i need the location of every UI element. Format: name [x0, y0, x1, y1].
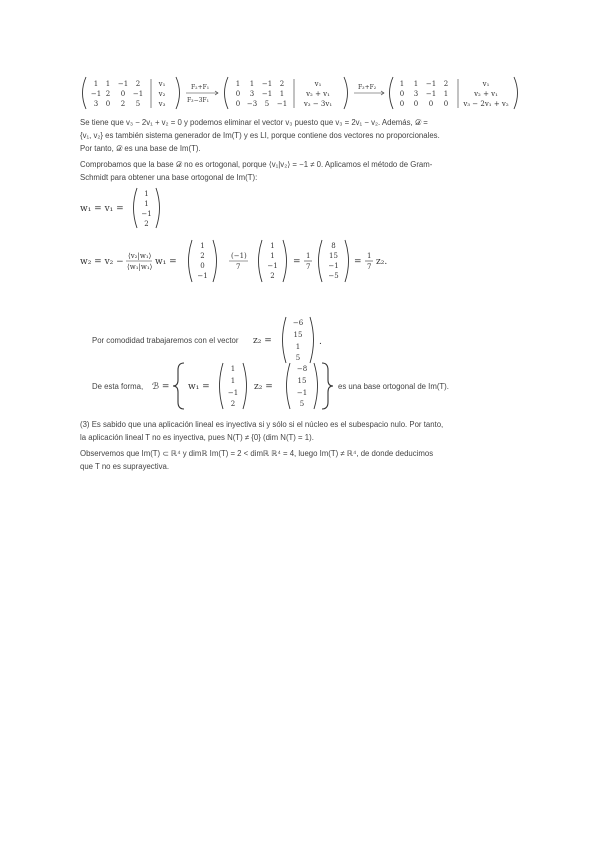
w2-vec-c-right-paren — [345, 240, 349, 282]
matrix-1-cell-r1c3: −1 — [117, 80, 129, 88]
basis-z2-vec-entry-1: −8 — [296, 365, 308, 373]
p5-line-2: la aplicación lineal T no es inyectiva, pues N(T) ≠ {0} (dim N(T) = 1). — [80, 433, 314, 442]
matrix-2-cell-r2c1: 0 — [235, 90, 241, 98]
w2-equals: = — [293, 257, 301, 267]
w1-vec-entry-4: 2 — [144, 220, 149, 228]
paragraph-gram-schmidt — [80, 158, 520, 184]
w2-vec-a-entry-4: −1 — [197, 272, 208, 280]
z2-label: z₂ = — [253, 336, 272, 346]
matrix-3-right-paren — [514, 77, 518, 109]
z2-vec-right-paren — [310, 317, 314, 363]
w2-vec-c-entry-2: 15 — [329, 252, 338, 260]
matrix-2-cell-r2c2: 3 — [249, 90, 255, 98]
w1-vec-entry-2: 1 — [144, 200, 149, 208]
basis-label: ℬ = — [152, 382, 170, 392]
matrix-1 — [83, 77, 180, 109]
matrix-2-right-paren — [344, 77, 348, 109]
w2-third-denominator: 7 — [306, 263, 311, 271]
matrix-2-cell-r3c2: −3 — [246, 100, 258, 108]
p2-line-1: Comprobamos que la base 𝒟 no es ortogonal, porque ⟨v₁|v₂⟩ = −1 ≠ 0. Aplicamos el método de Gram- — [80, 160, 433, 169]
basis-prefix-text: De esta forma, — [92, 382, 144, 391]
matrix-3-cell-r1c2: 1 — [413, 80, 419, 88]
matrix-3-cell-r1c1: 1 — [399, 80, 405, 88]
p5-line-1: (3) Es sabido que una aplicación lineal es inyectiva si y sólo si el núcleo es el subespacio nulo. Por tanto, — [80, 420, 444, 429]
w2-frac-denominator: ⟨w₁|w₁⟩ — [127, 263, 153, 271]
basis-z2-right-paren — [314, 363, 318, 409]
matrix-1-cell-r3c2: 0 — [105, 100, 111, 108]
matrix-1-cell-r3c3: 2 — [120, 100, 126, 108]
matrix-1-cell-r2c2: 2 — [105, 90, 111, 98]
equation-z2 — [92, 314, 352, 366]
matrix-2-cell-r3c5: v₃ − 3v₁ — [303, 100, 333, 108]
matrix-3-cell-r2c3: −1 — [425, 90, 437, 98]
w2-frac-tail: w₁ = — [155, 257, 177, 267]
w1-vec-entry-3: −1 — [141, 210, 152, 218]
w2-third-numerator: 1 — [306, 252, 311, 260]
matrix-3-cell-r3c2: 0 — [413, 100, 419, 108]
matrix-2-cell-r2c4: 1 — [279, 90, 285, 98]
w2-vec-c-entry-4: −5 — [328, 272, 339, 280]
row-reduction-svg — [78, 72, 524, 114]
w2-vec-b-entry-1: 1 — [270, 242, 275, 250]
w2-end-var: z₂. — [376, 257, 388, 267]
row-op-arrow-1 — [186, 84, 218, 104]
equation-z2-svg — [92, 314, 352, 366]
w2-vec-c-entry-3: −1 — [328, 262, 339, 270]
matrix-2-cell-r3c3: 5 — [264, 100, 270, 108]
matrix-3-cell-r3c1: 0 — [399, 100, 405, 108]
w2-coef-denominator: 7 — [236, 263, 241, 271]
matrix-2-cell-r1c4: 2 — [279, 80, 285, 88]
basis-w1-vec-entry-1: 1 — [230, 365, 236, 373]
w2-coef-numerator: (−1) — [231, 252, 247, 260]
p1-line-2: {v₁, v₂} es también sistema generador de Im(T) y es LI, porque contiene dos vectores no proporcionales. — [80, 131, 440, 140]
matrix-3-cell-r3c5: v₃ − 2v₁ + v₂ — [463, 100, 509, 108]
z2-dot: . — [319, 337, 322, 347]
equation-w1-svg — [80, 186, 200, 230]
basis-left-brace — [173, 363, 184, 409]
z2-prefix-text: Por comodidad trabajaremos con el vector — [92, 336, 239, 345]
w2-end-numerator: 1 — [367, 252, 372, 260]
matrix-2-cell-r1c5: v₁ — [314, 80, 322, 88]
w2-vec-c-entry-1: 8 — [331, 242, 336, 250]
equation-w1 — [80, 186, 200, 230]
matrix-2-left-paren — [225, 77, 229, 109]
basis-w1-vec-entry-3: −1 — [227, 389, 239, 397]
z2-vec-left-paren — [283, 317, 287, 363]
w1-vec-right-paren — [156, 188, 160, 228]
basis-w1-left-paren — [220, 363, 224, 409]
w2-equals-2: = — [354, 257, 362, 267]
arrow-2-top-label: F₃+F₂ — [358, 84, 377, 91]
matrix-1-right-paren — [176, 77, 180, 109]
w2-vec-b-entry-4: 2 — [270, 272, 275, 280]
p1-line-3: Por tanto, 𝒟 es una base de Im(T). — [80, 144, 201, 153]
matrix-3-cell-r1c5: v₁ — [482, 80, 490, 88]
matrix-1-cell-r3c4: 5 — [135, 100, 141, 108]
arrow-1-top-label: F₂+F₁ — [191, 84, 210, 91]
row-op-arrow-2 — [354, 84, 384, 95]
matrix-1-cell-r1c2: 1 — [105, 80, 111, 88]
z2-vec-entry-3: 1 — [295, 343, 301, 351]
w2-vec-a-right-paren — [213, 240, 217, 282]
w2-frac-numerator: ⟨v₂|w₁⟩ — [128, 252, 152, 260]
paragraph-basis-reduction — [80, 116, 520, 155]
matrix-1-cell-r3c1: 3 — [93, 100, 99, 108]
matrix-1-cell-r1c1: 1 — [93, 80, 99, 88]
matrix-2 — [225, 77, 348, 109]
equation-w2-svg — [80, 236, 490, 286]
basis-suffix-text: es una base ortogonal de Im(T). — [338, 382, 449, 391]
matrix-2-cell-r2c3: −1 — [261, 90, 273, 98]
matrix-2-cell-r1c3: −1 — [261, 80, 273, 88]
basis-z2-left-paren — [287, 363, 291, 409]
equation-basis-svg — [92, 360, 472, 412]
matrix-1-cell-r1c4: 2 — [135, 80, 141, 88]
w2-vec-b-entry-3: −1 — [267, 262, 278, 270]
equation-basis — [92, 360, 472, 412]
basis-z2-vec-entry-2: 15 — [297, 377, 307, 385]
matrix-3-cell-r2c4: 1 — [443, 90, 449, 98]
w2-label: w₂ = v₂ − — [80, 257, 124, 267]
matrix-2-cell-r2c5: v₂ + v₁ — [306, 90, 330, 98]
w2-vec-b-right-paren — [283, 240, 287, 282]
arrow-1-bottom-label: F₃−3F₁ — [187, 97, 209, 104]
basis-w1-vec-entry-2: 1 — [230, 377, 236, 385]
paragraph-injectivity — [80, 418, 520, 444]
matrix-1-cell-r2c5: v₂ — [158, 90, 166, 98]
matrix-1-cell-r3c5: v₃ — [158, 100, 166, 108]
matrix-3-cell-r1c3: −1 — [425, 80, 437, 88]
matrix-3-left-paren — [390, 77, 394, 109]
w2-vec-b-left-paren — [259, 240, 263, 282]
matrix-2-cell-r1c1: 1 — [235, 80, 241, 88]
matrix-3 — [390, 77, 518, 109]
matrix-3-cell-r2c1: 0 — [399, 90, 405, 98]
matrix-1-cell-r1c5: v₁ — [158, 80, 166, 88]
w2-vec-a-entry-1: 1 — [200, 242, 205, 250]
w2-vec-b-entry-2: 1 — [270, 252, 275, 260]
matrix-1-cell-r2c1: −1 — [90, 90, 102, 98]
matrix-3-cell-r3c3: 0 — [428, 100, 434, 108]
p6-line-2: que T no es suprayectiva. — [80, 462, 169, 471]
matrix-3-cell-r1c4: 2 — [443, 80, 449, 88]
z2-vec-entry-1: −6 — [292, 319, 304, 327]
w2-vec-a-entry-2: 2 — [200, 252, 205, 260]
w2-vec-c-left-paren — [319, 240, 323, 282]
w1-vec-left-paren — [134, 188, 138, 228]
basis-w1-right-paren — [243, 363, 247, 409]
w2-vec-a-entry-3: 0 — [200, 262, 205, 270]
w1-label: w₁ = v₁ = — [80, 204, 124, 214]
matrix-1-cell-r2c4: −1 — [132, 90, 144, 98]
w2-end-denominator: 7 — [367, 263, 372, 271]
basis-z2-label: z₂ = — [254, 382, 273, 392]
p6-line-1: Observemos que Im(T) ⊂ ℝ⁴ y dimℝ Im(T) = 2 < dimℝ ℝ⁴ = 4, luego Im(T) ≠ ℝ⁴, de donde deducimos — [80, 449, 434, 458]
matrix-3-cell-r2c5: v₂ + v₁ — [474, 90, 498, 98]
matrix-2-cell-r3c1: 0 — [235, 100, 241, 108]
basis-w1-label: w₁ = — [188, 382, 210, 392]
matrix-2-cell-r3c4: −1 — [276, 100, 288, 108]
z2-vec-entry-4: 5 — [295, 354, 301, 362]
paragraph-surjectivity — [80, 447, 520, 473]
matrix-1-left-paren — [83, 77, 87, 109]
row-reduction — [78, 72, 524, 114]
matrix-2-cell-r1c2: 1 — [249, 80, 255, 88]
z2-vec-entry-2: 15 — [293, 331, 303, 339]
p2-line-2: Schmidt para obtener una base ortogonal de Im(T): — [80, 173, 258, 182]
basis-right-brace — [322, 363, 333, 409]
equation-w2 — [80, 236, 490, 286]
w2-vec-a-left-paren — [189, 240, 193, 282]
w1-vec-entry-1: 1 — [144, 190, 149, 198]
basis-w1-vec-entry-4: 2 — [230, 400, 236, 408]
matrix-1-cell-r2c3: 0 — [120, 90, 126, 98]
basis-z2-vec-entry-3: −1 — [296, 389, 308, 397]
p1-line-1: Se tiene que v₃ − 2v₁ + v₂ = 0 y podemos eliminar el vector v₃ puesto que v₃ = 2v₁ − v₂. Además, 𝒟 = — [80, 118, 428, 127]
matrix-3-cell-r3c4: 0 — [443, 100, 449, 108]
basis-z2-vec-entry-4: 5 — [299, 400, 305, 408]
matrix-3-cell-r2c2: 3 — [413, 90, 419, 98]
